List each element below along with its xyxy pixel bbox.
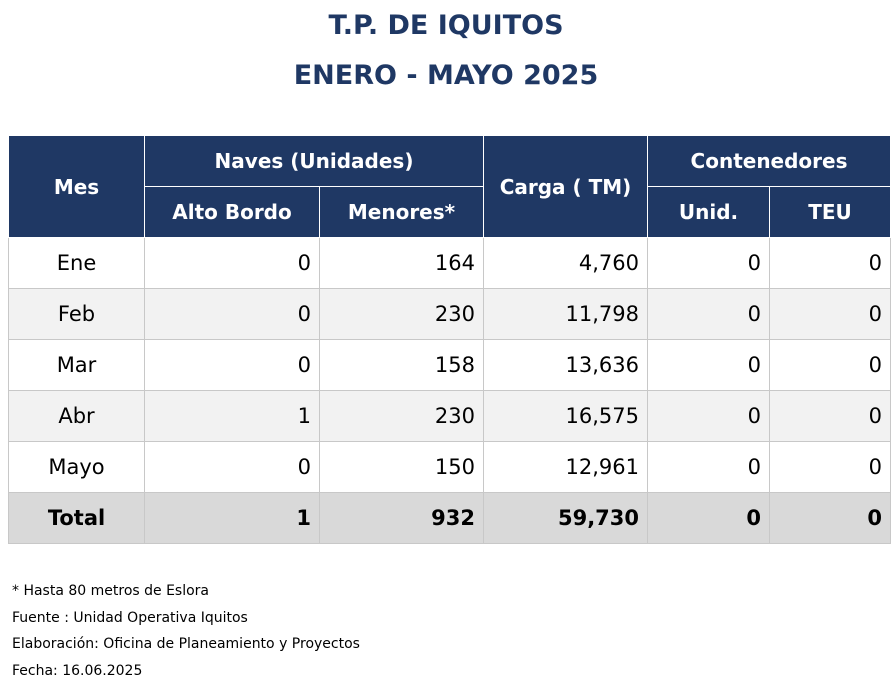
cell-carga: 12,961: [484, 442, 648, 493]
table-row: [9, 442, 891, 493]
table-row: [9, 340, 891, 391]
header-carga: Carga ( TM): [484, 136, 648, 238]
header-teu: TEU: [770, 187, 891, 238]
cell-unid: 0: [648, 289, 770, 340]
cell-total-alto-bordo: 1: [145, 493, 320, 544]
cell-carga: 11,798: [484, 289, 648, 340]
cell-mes: Feb: [9, 289, 145, 340]
cell-menores: 150: [320, 442, 484, 493]
total-row: [9, 493, 891, 544]
cell-alto-bordo: 0: [145, 289, 320, 340]
cell-menores: 158: [320, 340, 484, 391]
cell-total-unid: 0: [648, 493, 770, 544]
cell-alto-bordo: 0: [145, 340, 320, 391]
cell-unid: 0: [648, 391, 770, 442]
header-row-1: [9, 136, 891, 187]
table-row: [9, 238, 891, 289]
cell-teu: 0: [770, 442, 891, 493]
cell-teu: 0: [770, 289, 891, 340]
cell-mes: Ene: [9, 238, 145, 289]
cell-unid: 0: [648, 442, 770, 493]
cell-teu: 0: [770, 238, 891, 289]
footnote-eslora: * Hasta 80 metros de Eslora: [12, 578, 360, 605]
header-contenedores: Contenedores: [648, 136, 891, 187]
header-alto-bordo: Alto Bordo: [145, 187, 320, 238]
cell-unid: 0: [648, 238, 770, 289]
cell-teu: 0: [770, 340, 891, 391]
cell-carga: 13,636: [484, 340, 648, 391]
cell-menores: 230: [320, 289, 484, 340]
table-row: [9, 391, 891, 442]
cell-mes: Mar: [9, 340, 145, 391]
cell-carga: 4,760: [484, 238, 648, 289]
cell-total-teu: 0: [770, 493, 891, 544]
cell-mes: Abr: [9, 391, 145, 442]
footnote-fecha: Fecha: 16.06.2025: [12, 658, 360, 684]
page-subtitle: ENERO - MAYO 2025: [0, 60, 892, 91]
cell-alto-bordo: 0: [145, 442, 320, 493]
header-naves: Naves (Unidades): [145, 136, 484, 187]
statistics-table: [8, 135, 891, 544]
cell-total-carga: 59,730: [484, 493, 648, 544]
cell-teu: 0: [770, 391, 891, 442]
footnote-elaboracion: Elaboración: Oficina de Planeamiento y Proyectos: [12, 631, 360, 658]
cell-alto-bordo: 0: [145, 238, 320, 289]
cell-menores: 164: [320, 238, 484, 289]
cell-mes: Mayo: [9, 442, 145, 493]
cell-menores: 230: [320, 391, 484, 442]
page-title: T.P. DE IQUITOS: [0, 10, 892, 41]
header-unid: Unid.: [648, 187, 770, 238]
cell-total-label: Total: [9, 493, 145, 544]
cell-unid: 0: [648, 340, 770, 391]
cell-total-menores: 932: [320, 493, 484, 544]
footnote-fuente: Fuente : Unidad Operativa Iquitos: [12, 605, 360, 632]
header-mes: Mes: [9, 136, 145, 238]
header-menores: Menores*: [320, 187, 484, 238]
cell-carga: 16,575: [484, 391, 648, 442]
footnotes: [12, 578, 360, 684]
cell-alto-bordo: 1: [145, 391, 320, 442]
table-row: [9, 289, 891, 340]
